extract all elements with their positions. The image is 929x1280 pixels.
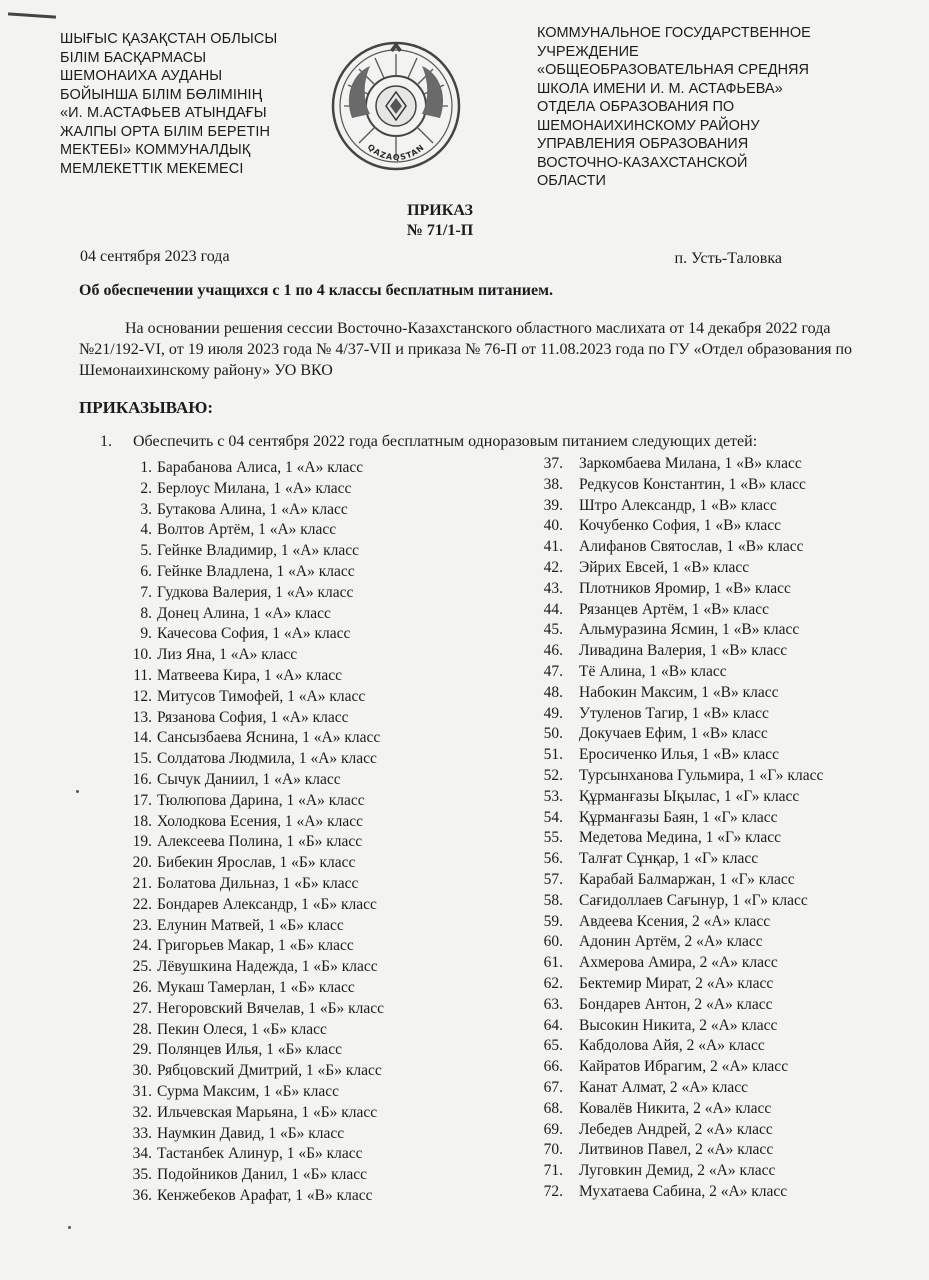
list-item <box>533 1099 903 1120</box>
list-item <box>533 1078 903 1099</box>
student-number: 47. <box>543 662 563 680</box>
student-number: 71. <box>543 1162 563 1180</box>
student-number: 67. <box>543 1078 563 1096</box>
student-name: Құрманғазы Ықылас, 1 «Г» класс <box>579 787 800 805</box>
list-item <box>533 745 903 766</box>
student-name: Заркомбаева Милана, 1 «В» класс <box>579 455 802 472</box>
student-number: 55. <box>543 829 563 847</box>
student-number: 61. <box>543 954 563 972</box>
list-item <box>112 832 512 853</box>
student-name: Докучаев Ефим, 1 «В» класс <box>579 725 768 743</box>
student-name: Алифанов Святослав, 1 «В» класс <box>579 538 804 556</box>
list-item <box>112 1103 512 1124</box>
student-number: 21. <box>132 874 152 892</box>
student-name: Кайратов Ибрагим, 2 «А» класс <box>579 1058 789 1076</box>
list-item <box>533 600 903 621</box>
student-number: 51. <box>543 746 563 764</box>
student-number: 46. <box>543 642 563 660</box>
header-left-line: БІЛІМ БАСҚАРМАСЫ <box>60 49 207 66</box>
student-name: Пекин Олеся, 1 «Б» класс <box>157 1020 327 1038</box>
student-name: Рябцовский Дмитрий, 1 «Б» класс <box>157 1062 382 1080</box>
student-name: Литвинов Павел, 2 «А» класс <box>579 1141 774 1159</box>
header-left-line: ШЕМОНАИХА АУДАНЫ <box>60 68 223 84</box>
order-point-1 <box>100 433 757 451</box>
list-item <box>533 579 903 600</box>
list-item <box>112 479 512 500</box>
document-title: ПРИКАЗ <box>407 202 473 219</box>
student-number: 5. <box>140 542 152 560</box>
student-number: 36. <box>132 1186 152 1204</box>
list-item <box>533 1182 903 1203</box>
student-number: 29. <box>132 1041 152 1059</box>
student-name: Талғат Сұнқар, 1 «Г» класс <box>579 850 759 868</box>
student-name: Сычук Даниил, 1 «А» класс <box>157 770 341 788</box>
student-number: 4. <box>140 521 152 539</box>
student-name: Бутакова Алина, 1 «А» класс <box>157 500 348 518</box>
student-name: Гудкова Валерия, 1 «А» класс <box>157 583 354 601</box>
header-right-line: «ОБЩЕОБРАЗОВАТЕЛЬНАЯ СРЕДНЯЯ <box>537 62 809 78</box>
student-number: 38. <box>543 475 563 493</box>
list-item <box>112 936 512 957</box>
header-left-kazakh <box>60 30 320 178</box>
student-number: 52. <box>543 766 563 784</box>
student-name: Барабанова Алиса, 1 «А» класс <box>157 459 364 476</box>
student-number: 60. <box>543 933 563 951</box>
list-item <box>112 1124 512 1145</box>
list-item <box>112 916 512 937</box>
student-number: 40. <box>543 517 563 535</box>
list-item <box>112 1165 512 1186</box>
list-item <box>112 708 512 729</box>
student-number: 64. <box>543 1016 563 1034</box>
student-number: 25. <box>132 958 152 976</box>
header-right-line: КОММУНАЛЬНОЕ ГОСУДАРСТВЕННОЕ <box>537 25 811 41</box>
student-name: Бибекин Ярослав, 1 «Б» класс <box>157 854 356 872</box>
list-item <box>112 749 512 770</box>
student-number: 37. <box>543 455 563 472</box>
student-name: Плотников Яромир, 1 «В» класс <box>579 579 791 597</box>
list-item <box>533 1140 903 1161</box>
list-item <box>112 1186 512 1207</box>
student-number: 35. <box>132 1166 152 1184</box>
student-number: 43. <box>543 579 563 597</box>
student-name: Лебедев Андрей, 2 «А» класс <box>579 1120 773 1138</box>
student-name: Наумкин Давид, 1 «Б» класс <box>157 1124 345 1142</box>
student-list-right <box>533 454 903 1203</box>
student-number: 31. <box>132 1082 152 1100</box>
header-left-line: ЖАЛПЫ ОРТА БІЛІМ БЕРЕТІН <box>60 123 271 140</box>
student-number: 32. <box>132 1103 152 1121</box>
student-number: 11. <box>133 666 152 684</box>
list-item <box>112 999 512 1020</box>
list-item <box>112 1040 512 1061</box>
list-item <box>112 853 512 874</box>
student-number: 59. <box>543 912 563 930</box>
student-number: 44. <box>543 600 563 618</box>
list-item <box>112 562 512 583</box>
student-number: 56. <box>543 850 563 868</box>
student-name: Кочубенко София, 1 «В» класс <box>579 517 782 535</box>
header-right-line: УПРАВЛЕНИЯ ОБРАЗОВАНИЯ <box>537 136 749 152</box>
list-item <box>112 812 512 833</box>
list-item <box>533 787 903 808</box>
list-item <box>112 687 512 708</box>
header-right-russian <box>537 24 867 191</box>
student-number: 65. <box>543 1037 563 1055</box>
student-number: 30. <box>132 1062 152 1080</box>
order-point-text: Обеспечить с 04 сентября 2022 года бесплатным одноразовым питанием следующих детей: <box>133 433 758 450</box>
list-item <box>533 620 903 641</box>
student-number: 53. <box>543 787 563 805</box>
list-item <box>112 1082 512 1103</box>
student-number: 3. <box>140 500 152 518</box>
student-name: Донец Алина, 1 «А» класс <box>157 604 331 622</box>
list-item <box>112 520 512 541</box>
header-left-line: ШЫҒЫС ҚАЗАҚСТАН ОБЛЫСЫ <box>60 31 278 47</box>
list-item <box>112 770 512 791</box>
list-item <box>533 662 903 683</box>
list-item <box>533 454 903 475</box>
student-number: 54. <box>543 808 563 826</box>
list-item <box>533 683 903 704</box>
student-number: 48. <box>543 683 563 701</box>
student-name: Кабдолова Айя, 2 «А» класс <box>579 1037 765 1055</box>
student-name: Редкусов Константин, 1 «В» класс <box>579 475 806 493</box>
list-item <box>112 604 512 625</box>
order-point-number: 1. <box>100 433 112 450</box>
student-name: Тюлюпова Дарина, 1 «А» класс <box>157 791 365 809</box>
student-name: Мухатаева Сабина, 2 «А» класс <box>579 1182 788 1200</box>
scan-mark <box>8 12 56 18</box>
student-number: 58. <box>543 891 563 909</box>
student-name: Болатова Дильназ, 1 «Б» класс <box>157 874 359 892</box>
student-name: Карабай Балмаржан, 1 «Г» класс <box>579 870 795 888</box>
student-number: 8. <box>140 604 152 622</box>
student-name: Митусов Тимофей, 1 «А» класс <box>157 687 366 705</box>
student-number: 14. <box>132 729 152 747</box>
student-name: Құрманғазы Баян, 1 «Г» класс <box>579 808 778 826</box>
student-number: 45. <box>543 621 563 639</box>
student-name: Ильчевская Марьяна, 1 «Б» класс <box>157 1103 378 1121</box>
student-name: Солдатова Людмила, 1 «А» класс <box>157 750 377 768</box>
student-number: 42. <box>543 558 563 576</box>
student-name: Рязанцев Артём, 1 «В» класс <box>579 600 770 618</box>
list-item <box>533 724 903 745</box>
student-number: 19. <box>132 833 152 851</box>
student-number: 57. <box>543 870 563 888</box>
header-right-line: ОТДЕЛА ОБРАЗОВАНИЯ ПО <box>537 99 735 115</box>
student-name: Гейнке Владимир, 1 «А» класс <box>157 542 359 560</box>
student-number: 12. <box>132 687 152 705</box>
student-number: 68. <box>543 1099 563 1117</box>
list-item <box>533 516 903 537</box>
list-item <box>533 1057 903 1078</box>
student-number: 13. <box>132 708 152 726</box>
student-number: 23. <box>132 916 152 934</box>
student-number: 2. <box>140 479 152 497</box>
header-left-line: БОЙЫНША БІЛІМ БӨЛІМІНІҢ <box>60 86 263 103</box>
student-name: Рязанова София, 1 «А» класс <box>157 708 349 726</box>
list-item <box>533 870 903 891</box>
student-name: Ливадина Валерия, 1 «В» класс <box>579 642 788 660</box>
student-name: Лёвушкина Надежда, 1 «Б» класс <box>157 958 378 976</box>
student-name: Сансызбаева Яснина, 1 «А» класс <box>157 729 381 747</box>
scan-speck <box>76 790 79 793</box>
list-item <box>533 766 903 787</box>
list-item <box>112 874 512 895</box>
student-name: Альмуразина Ясмин, 1 «В» класс <box>579 621 800 639</box>
student-name: Кенжебеков Арафат, 1 «В» класс <box>157 1186 373 1204</box>
header-right-line: УЧРЕЖДЕНИЕ <box>537 43 639 60</box>
list-item <box>112 541 512 562</box>
student-number: 50. <box>543 725 563 743</box>
student-name: Тастанбек Алинур, 1 «Б» класс <box>157 1145 363 1163</box>
header-left-line: «И. М.АСТАФЬЕВ АТЫНДАҒЫ <box>60 105 267 121</box>
list-item <box>112 1061 512 1082</box>
student-name: Григорьев Макар, 1 «Б» класс <box>157 937 354 955</box>
student-number: 66. <box>543 1058 563 1076</box>
list-item <box>533 953 903 974</box>
document-number: № 71/1-П <box>406 222 474 239</box>
student-name: Эйрих Евсей, 1 «В» класс <box>579 558 750 576</box>
list-item <box>533 828 903 849</box>
student-number: 9. <box>140 625 152 643</box>
student-name: Сағидоллаев Сағынур, 1 «Г» класс <box>579 891 808 909</box>
student-number: 34. <box>132 1145 152 1163</box>
document-date: 04 сентября 2023 года <box>80 248 230 265</box>
student-name: Холодкова Есения, 1 «А» класс <box>157 812 364 830</box>
list-item <box>533 1036 903 1057</box>
order-heading: ПРИКАЗЫВАЮ: <box>79 398 214 417</box>
student-list-left <box>112 458 512 1207</box>
student-name: Гейнке Владлена, 1 «А» класс <box>157 562 355 580</box>
student-name: Бондарев Антон, 2 «А» класс <box>579 995 773 1013</box>
student-name: Штро Александр, 1 «В» класс <box>579 496 777 514</box>
student-name: Лиз Яна, 1 «А» класс <box>157 646 298 664</box>
header-right-line: ВОСТОЧНО-КАЗАХСТАНСКОЙ <box>537 154 748 171</box>
student-name: Матвеева Кира, 1 «А» класс <box>157 666 343 684</box>
student-name: Качесова София, 1 «А» класс <box>157 625 351 643</box>
student-number: 26. <box>132 978 152 996</box>
student-name: Высокин Никита, 2 «А» класс <box>579 1016 778 1034</box>
document-subject: Об обеспечении учащихся с 1 по 4 классы бесплатным питанием. <box>79 282 553 299</box>
student-name: Бондарев Александр, 1 «Б» класс <box>157 895 377 913</box>
student-name: Турсынханова Гульмира, 1 «Г» класс <box>579 766 824 784</box>
student-number: 24. <box>132 937 152 955</box>
header-right-line: ШКОЛА ИМЕНИ И. М. АСТАФЬЕВА» <box>537 80 783 97</box>
student-number: 20. <box>132 854 152 872</box>
student-number: 33. <box>132 1124 152 1142</box>
student-name: Канат Алмат, 2 «А» класс <box>579 1078 749 1096</box>
student-number: 27. <box>132 999 152 1017</box>
student-name: Медетова Медина, 1 «Г» класс <box>579 829 782 847</box>
list-item <box>112 957 512 978</box>
student-name: Негоровский Вячелав, 1 «Б» класс <box>157 999 385 1017</box>
list-item <box>533 974 903 995</box>
list-item <box>533 475 903 496</box>
header-left-line: МЕМЛЕКЕТТІК МЕКЕМЕСІ <box>60 160 244 177</box>
student-number: 10. <box>132 646 152 664</box>
student-name: Ахмерова Амира, 2 «А» класс <box>579 954 778 972</box>
student-name: Волтов Артём, 1 «А» класс <box>157 521 337 539</box>
student-number: 39. <box>543 496 563 514</box>
list-item <box>533 932 903 953</box>
document-place: п. Усть-Таловка <box>674 250 782 267</box>
student-number: 22. <box>132 895 152 913</box>
list-item <box>533 849 903 870</box>
student-number: 63. <box>543 995 563 1013</box>
list-item <box>112 458 512 479</box>
state-emblem-icon <box>330 40 462 172</box>
list-item <box>112 791 512 812</box>
list-item <box>112 978 512 999</box>
student-name: Елунин Матвей, 1 «Б» класс <box>157 916 344 934</box>
list-item <box>112 624 512 645</box>
list-item <box>533 808 903 829</box>
list-item <box>112 728 512 749</box>
header-left-line: МЕКТЕБІ» КОММУНАЛДЫҚ <box>60 142 251 158</box>
student-name: Авдеева Ксения, 2 «А» класс <box>579 912 771 930</box>
student-number: 16. <box>132 770 152 788</box>
student-name: Сурма Максим, 1 «Б» класс <box>157 1082 340 1100</box>
scan-speck <box>68 1226 71 1229</box>
student-name: Бектемир Мират, 2 «А» класс <box>579 974 774 992</box>
student-number: 49. <box>543 704 563 722</box>
list-item <box>533 995 903 1016</box>
student-name: Алексеева Полина, 1 «Б» класс <box>157 833 363 851</box>
emblem-text: QAZAQSTAN <box>365 142 427 163</box>
header-right-line: ШЕМОНАИХИНСКОМУ РАЙОНУ <box>537 117 760 134</box>
list-item <box>533 1120 903 1141</box>
student-number: 18. <box>132 812 152 830</box>
student-number: 28. <box>132 1020 152 1038</box>
student-name: Набокин Максим, 1 «В» класс <box>579 683 779 701</box>
student-number: 17. <box>132 791 152 809</box>
student-name: Ковалёв Никита, 2 «А» класс <box>579 1099 772 1117</box>
student-name: Подойников Данил, 1 «Б» класс <box>157 1166 368 1184</box>
list-item <box>112 1144 512 1165</box>
student-number: 41. <box>543 538 563 556</box>
list-item <box>533 1161 903 1182</box>
list-item <box>533 704 903 725</box>
student-name: Мукаш Тамерлан, 1 «Б» класс <box>157 978 355 996</box>
header-right-line: ОБЛАСТИ <box>537 173 606 189</box>
list-item <box>112 500 512 521</box>
student-name: Тё Алина, 1 «В» класс <box>579 662 727 680</box>
list-item <box>112 583 512 604</box>
student-name: Берлоус Милана, 1 «А» класс <box>157 479 352 497</box>
student-number: 15. <box>132 750 152 768</box>
list-item <box>533 537 903 558</box>
student-number: 70. <box>543 1141 563 1159</box>
student-name: Еросиченко Илья, 1 «В» класс <box>579 746 779 764</box>
list-item <box>533 891 903 912</box>
list-item <box>112 1020 512 1041</box>
student-number: 7. <box>140 583 152 601</box>
student-number: 72. <box>543 1182 563 1200</box>
list-item <box>112 895 512 916</box>
student-number: 62. <box>543 974 563 992</box>
list-item <box>533 641 903 662</box>
student-name: Утуленов Тагир, 1 «В» класс <box>579 704 769 722</box>
student-name: Луговкин Демид, 2 «А» класс <box>579 1162 776 1180</box>
list-item <box>533 1016 903 1037</box>
list-item <box>533 496 903 517</box>
list-item <box>112 666 512 687</box>
student-number: 69. <box>543 1120 563 1138</box>
student-number: 1. <box>140 459 152 476</box>
list-item <box>112 645 512 666</box>
list-item <box>533 912 903 933</box>
student-number: 6. <box>140 562 152 580</box>
list-item <box>533 558 903 579</box>
student-name: Адонин Артём, 2 «А» класс <box>579 933 763 951</box>
document-basis: На основании решения сессии Восточно-Казахстанского областного маслихата от 14 декабря 2022 года №21/192-VI, от 19 июля 2023 года № 4/37-VII и приказа № 76-П от 11.08.2023 года по ГУ «Отдел образования по Шемонаихинскому району» УО ВКО <box>79 320 853 379</box>
student-name: Полянцев Илья, 1 «Б» класс <box>157 1041 342 1059</box>
